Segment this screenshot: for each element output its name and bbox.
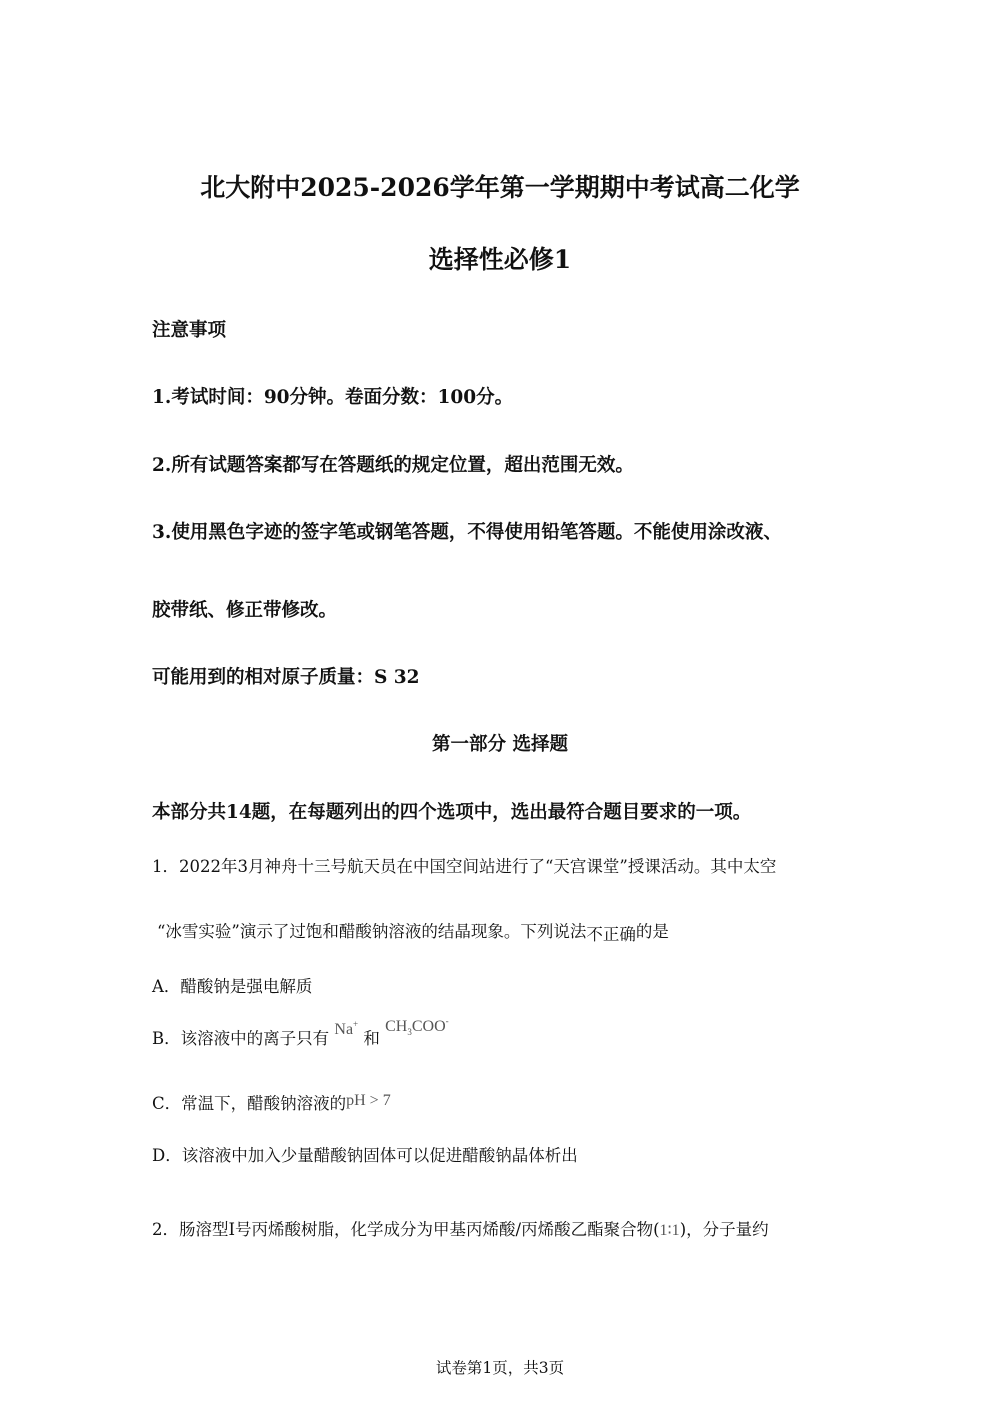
emphasis-not-correct: 不正确 <box>586 925 636 944</box>
question-2-text-end: )，分子量约 <box>679 1220 769 1239</box>
notice-heading: 注意事项 <box>152 320 227 341</box>
acetate-coo: COO <box>411 1018 446 1035</box>
option-d: D．该溶液中加入少量醋酸钠固体可以促进醋酸钠晶体析出 <box>152 1146 578 1165</box>
atomic-mass-note: 可能用到的相对原子质量：S 32 <box>152 667 420 688</box>
option-c-text: C．常温下，醋酸钠溶液的 <box>152 1094 347 1113</box>
page-footer: 试卷第1页，共3页 <box>435 1359 565 1377</box>
option-b <box>152 1016 449 1049</box>
sodium-symbol: Na <box>334 1021 354 1038</box>
notice-item-1: 1.考试时间：90分钟。卷面分数：100分。 <box>152 387 514 408</box>
question-1-text-end: 的是 <box>635 922 669 941</box>
acetate-charge: - <box>445 1016 449 1026</box>
option-b-conjunction: 和 <box>363 1029 380 1048</box>
notice-item-3-cont: 胶带纸、修正带修改。 <box>152 600 338 621</box>
option-b-text: B．该溶液中的离子只有 <box>152 1029 330 1048</box>
acetate-ion-formula <box>385 1018 449 1035</box>
sodium-ion-formula <box>334 1021 358 1038</box>
notice-item-3: 3.使用黑色字迹的签字笔或钢笔答题，不得使用铅笔答题。不能使用涂改液、 <box>152 522 782 543</box>
notice-item-2: 2.所有试题答案都写在答题纸的规定位置，超出范围无效。 <box>152 455 634 476</box>
acetate-ch: CH <box>385 1018 408 1035</box>
acetate-subscript: 3 <box>407 1027 412 1037</box>
section-instruction: 本部分共14题，在每题列出的四个选项中，选出最符合题目要求的一项。 <box>152 802 752 823</box>
sodium-charge: + <box>353 1019 359 1029</box>
page-subtitle: 选择性必修1 <box>428 245 572 274</box>
question-1-line-1: 1．2022年3月神舟十三号航天员在中国空间站进行了“天宫课堂”授课活动。其中太空 <box>152 857 777 876</box>
ratio-formula: 1∶1 <box>659 1222 680 1239</box>
ph-formula: pH > 7 <box>346 1092 391 1109</box>
page-title: 北大附中2025-2026学年第一学期期中考试高二化学 <box>200 173 800 202</box>
option-a: A．醋酸钠是强电解质 <box>152 977 313 996</box>
question-2-line-1 <box>152 1216 769 1240</box>
question-2-text: 2．肠溶型Ⅰ号丙烯酸树脂，化学成分为甲基丙烯酸/丙烯酸乙酯聚合物( <box>152 1220 660 1239</box>
question-1-line-2 <box>157 918 669 942</box>
section-title: 第一部分 选择题 <box>432 734 568 755</box>
question-1-text: “冰雪实验”演示了过饱和醋酸钠溶液的结晶现象。下列说法 <box>157 922 587 941</box>
option-c <box>152 1090 391 1114</box>
